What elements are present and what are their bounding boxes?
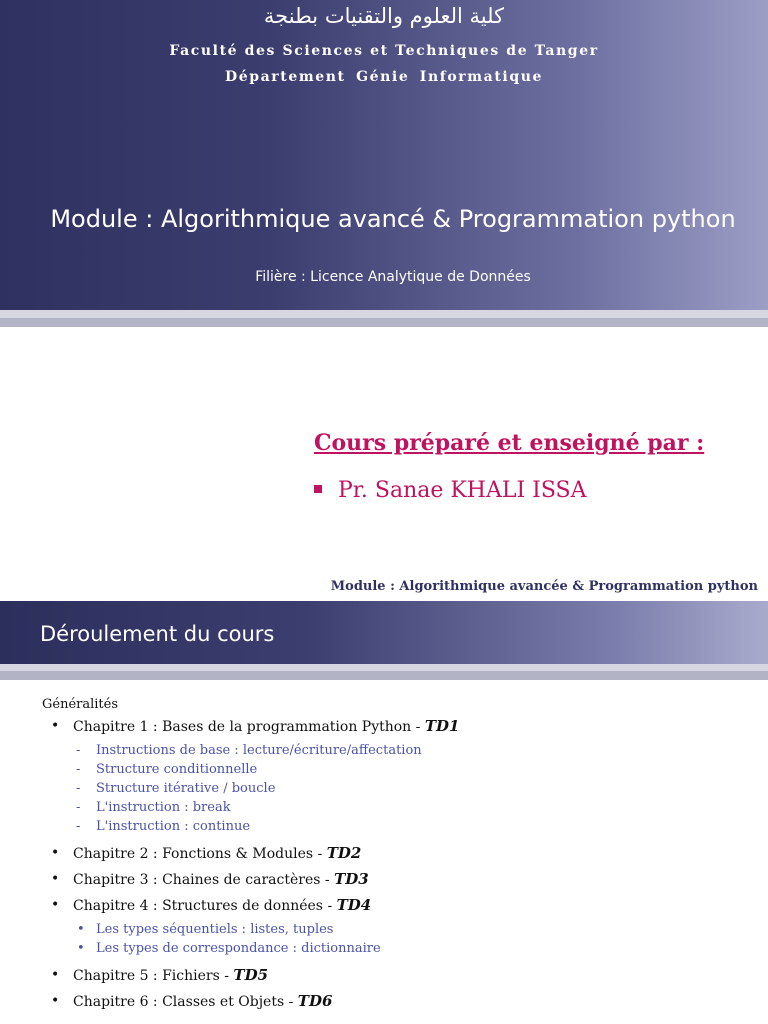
arabic-faculty-name: كلية العلوم والتقنيات بطنجة [263, 4, 505, 28]
prepared-by-heading: Cours préparé et enseigné par : [314, 430, 705, 456]
chapter-text: Chapitre 3 : Chaines de caractères - [73, 872, 335, 888]
td-label: TD2 [326, 844, 362, 862]
chapter-list [42, 718, 742, 1010]
td-label: TD6 [297, 992, 333, 1010]
td-label: TD4 [336, 896, 372, 914]
list-item: - Structure itérative / boucle [73, 779, 742, 798]
td-label: TD1 [424, 717, 460, 735]
td-label: TD3 [334, 870, 369, 888]
department-name: Département Génie Informatique [224, 69, 544, 85]
generalities-label: Généralités [42, 697, 119, 712]
course-header-divider-light [0, 664, 768, 671]
chapter4-sublist [73, 920, 742, 958]
square-bullet-icon [314, 485, 322, 493]
list-item: • Les types de correspondance : dictionnaire [73, 939, 742, 958]
list-item: - L'instruction : break [73, 798, 742, 817]
course-header-divider-dark [0, 671, 768, 680]
course-outline [42, 697, 742, 1019]
chapter-item [42, 845, 742, 862]
chapter-text: Chapitre 1 : Bases de la programmation Python - [73, 719, 425, 735]
chapter1-sublist [73, 741, 742, 836]
chapter-item [42, 993, 742, 1010]
chapter-text: Chapitre 4 : Structures de données - [73, 898, 337, 914]
chapter-text: Chapitre 2 : Fonctions & Modules - [73, 846, 327, 862]
module-footer: Module : Algorithmique avancée & Programmation python [330, 579, 758, 594]
author-line [314, 478, 587, 503]
course-slide-title: Déroulement du cours [40, 622, 275, 646]
chapter-text: Chapitre 5 : Fichiers - [73, 968, 234, 984]
header-divider-dark [0, 318, 768, 327]
author-name: Pr. Sanae KHALI ISSA [338, 478, 587, 503]
chapter-item [42, 718, 742, 836]
chapter-item [42, 897, 742, 958]
chapter-item [42, 967, 742, 984]
filiere-label: Filière : Licence Analytique de Données [255, 269, 531, 285]
td-label: TD5 [233, 966, 269, 984]
list-item: - L'instruction : continue [73, 817, 742, 836]
chapter-item [42, 871, 742, 888]
list-item: - Instructions de base : lecture/écriture/affectation [73, 741, 742, 760]
list-item: - Structure conditionnelle [73, 760, 742, 779]
header-divider-light [0, 310, 768, 318]
chapter-text: Chapitre 6 : Classes et Objets - [73, 994, 298, 1010]
faculty-name: Faculté des Sciences et Techniques de Tanger [169, 43, 599, 59]
list-item: • Les types séquentiels : listes, tuples [73, 920, 742, 939]
module-title: Module : Algorithmique avancé & Programmation python [50, 205, 736, 233]
